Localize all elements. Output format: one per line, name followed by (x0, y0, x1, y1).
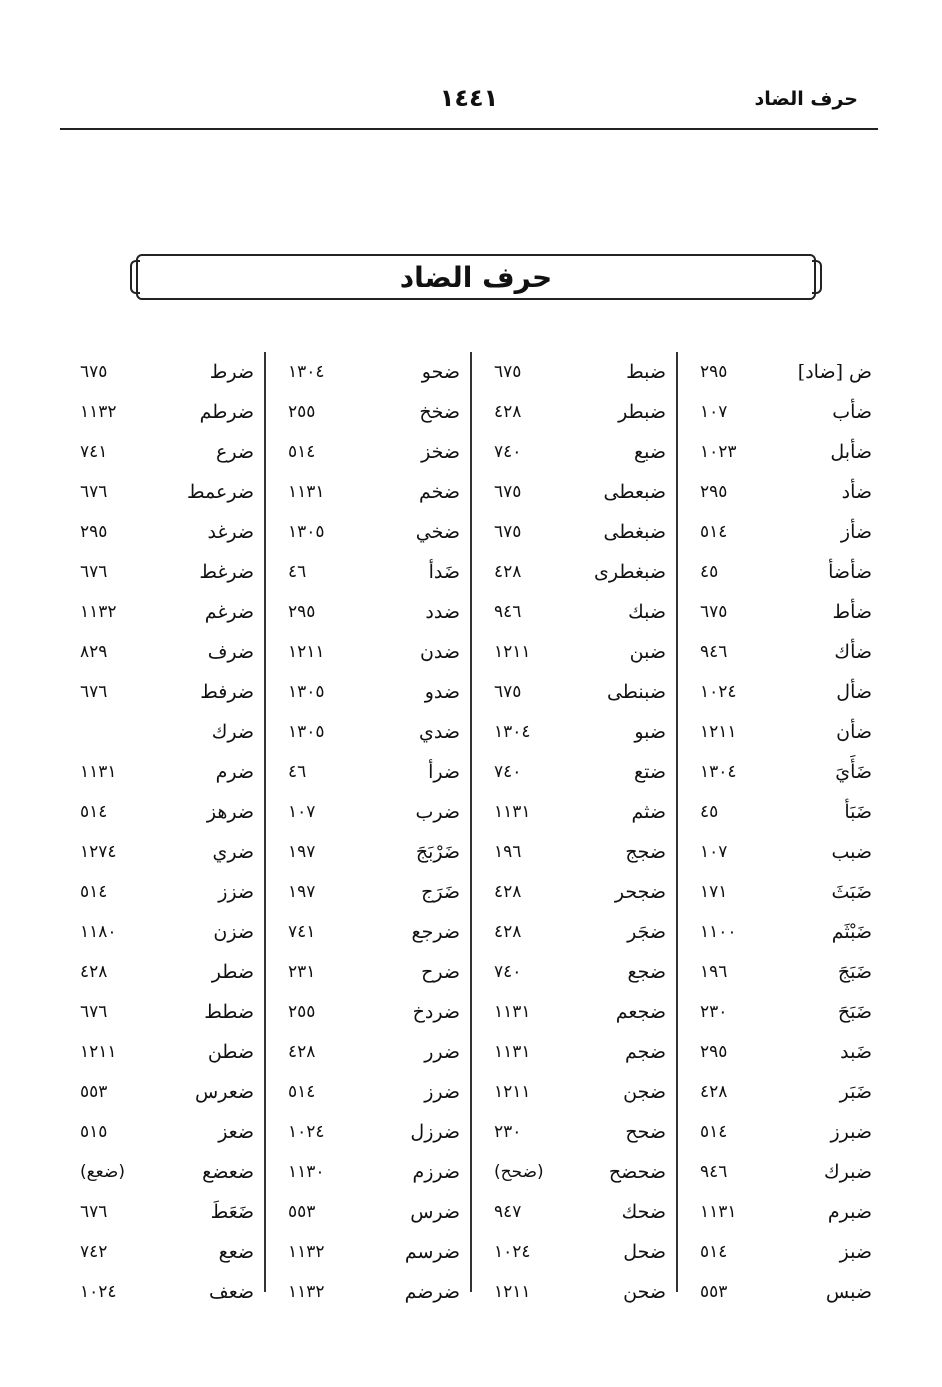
entry-page-number: ١٢٧٤ (80, 842, 117, 862)
entry-word: ضخخ (419, 401, 460, 423)
entry-page-number: ٧٤٠ (494, 962, 522, 982)
entry-word: ضرط (209, 361, 254, 383)
entry-word: ضرس (410, 1201, 460, 1223)
entry-word: ضطر (211, 961, 254, 983)
entry-page-number: ٧٤١ (80, 442, 108, 462)
entry-word: ضري (212, 841, 254, 863)
entry-page-number: ٩٤٦ (700, 642, 728, 662)
index-entry (58, 1272, 264, 1312)
entry-word: ضأط (832, 601, 872, 623)
entry-page-number: ٥٥٣ (288, 1202, 316, 1222)
index-entry (678, 1112, 882, 1152)
entry-page-number: ١١٣١ (494, 802, 531, 822)
index-entry (266, 1152, 470, 1192)
entry-word: ضجن (623, 1081, 666, 1103)
running-section-title: حرف الضاد (754, 88, 858, 110)
index-entry (58, 832, 264, 872)
entry-page-number: ١٢١١ (494, 1282, 531, 1302)
index-entry (58, 872, 264, 912)
entry-word: ضأك (834, 641, 872, 663)
index-entry (678, 1232, 882, 1272)
entry-page-number: ١٣٠٤ (288, 362, 325, 382)
entry-page-number: ١١٣١ (494, 1002, 531, 1022)
entry-word: ضَبَر (839, 1081, 872, 1103)
entry-word: ضخي (415, 521, 460, 543)
index-entry (58, 1032, 264, 1072)
entry-word: ضبرز (830, 1121, 872, 1143)
index-entry (678, 672, 882, 712)
entry-word: ضرسم (404, 1241, 460, 1263)
entry-page-number: (ضحح) (494, 1162, 544, 1182)
entry-page-number: ٤٦ (288, 762, 307, 782)
entry-word: ضخز (421, 441, 460, 463)
entry-page-number: ٦٧٦ (80, 1002, 108, 1022)
entry-word: ضَأَيَ (835, 761, 872, 783)
entry-word: ضرزل (410, 1121, 460, 1143)
entry-page-number: ١١٨٠ (80, 922, 117, 942)
entry-word: ضدي (419, 721, 460, 743)
index-entry (58, 672, 264, 712)
index-entry (58, 1232, 264, 1272)
entry-word: ضَرَج (421, 881, 460, 903)
entry-word: ضَرْبَجَ (415, 841, 460, 863)
entry-word: ضدد (425, 601, 460, 623)
entry-word: ضرر (424, 1041, 460, 1063)
entry-word: ضزن (213, 921, 254, 943)
index-entry (58, 712, 264, 752)
index-columns (58, 352, 882, 1303)
index-entry (472, 352, 676, 392)
index-entry (678, 912, 882, 952)
entry-word: ضدو (424, 681, 460, 703)
entry-page-number: ٧٤٠ (494, 762, 522, 782)
index-entry (472, 392, 676, 432)
entry-word: ضرز (424, 1081, 460, 1103)
entry-word: ضرب (415, 801, 460, 823)
index-entry (678, 952, 882, 992)
index-entry (678, 632, 882, 672)
entry-word: ضجعم (615, 1001, 666, 1023)
entry-word: ضرزم (412, 1161, 460, 1183)
index-entry (266, 872, 470, 912)
index-entry (266, 1272, 470, 1312)
entry-page-number: ١١٠٠ (700, 922, 737, 942)
entry-word: ضأضأ (828, 561, 872, 583)
entry-page-number: ٥١٥ (80, 1122, 108, 1142)
index-column-2 (470, 352, 676, 1303)
entry-page-number: ١١٣٢ (80, 402, 117, 422)
entry-word: ضرغط (199, 561, 254, 583)
index-entry (266, 792, 470, 832)
entry-page-number: ١٢١١ (288, 642, 325, 662)
entry-page-number: ١٠٢٤ (700, 682, 737, 702)
index-entry (58, 1152, 264, 1192)
entry-page-number: ٤٢٨ (288, 1042, 316, 1062)
entry-word: ضَدأ (428, 561, 460, 583)
index-entry (472, 872, 676, 912)
index-column-1 (676, 352, 882, 1303)
entry-page-number: ١٢١١ (80, 1042, 117, 1062)
index-entry (678, 432, 882, 472)
entry-word: ضجحر (614, 881, 666, 903)
index-entry (472, 832, 676, 872)
entry-page-number: ١٩٦ (700, 962, 728, 982)
index-entry (266, 992, 470, 1032)
index-entry (472, 1272, 676, 1312)
entry-page-number: ١١٣٢ (80, 602, 117, 622)
entry-word: ضَبْثَم (831, 921, 872, 943)
index-entry (266, 1232, 470, 1272)
entry-word: ضحو (421, 361, 460, 383)
index-entry (472, 552, 676, 592)
entry-page-number: ٢٩٥ (700, 362, 728, 382)
entry-word: ضحن (623, 1281, 666, 1303)
entry-page-number: ٥١٤ (700, 522, 728, 542)
entry-word: ضرجع (411, 921, 460, 943)
entry-page-number: ٢٥٥ (288, 402, 316, 422)
index-entry (266, 672, 470, 712)
index-entry (472, 1192, 676, 1232)
entry-page-number: ١٢١١ (494, 642, 531, 662)
page-number: ١٤٤١ (439, 84, 499, 112)
entry-word: ضعز (218, 1121, 254, 1143)
entry-page-number: ١٣٠٥ (288, 682, 325, 702)
entry-page-number: ١١٣٢ (288, 1282, 325, 1302)
index-entry (58, 1072, 264, 1112)
entry-page-number: ١٣٠٤ (494, 722, 531, 742)
index-entry (678, 752, 882, 792)
entry-page-number: ١١٣١ (288, 482, 325, 502)
entry-page-number: ٦٧٥ (494, 522, 522, 542)
index-column-3 (264, 352, 470, 1303)
index-entry (58, 432, 264, 472)
index-entry (266, 952, 470, 992)
entry-word: ضرعمط (187, 481, 254, 503)
entry-page-number: ١٣٠٥ (288, 522, 325, 542)
entry-word: ضرغم (204, 601, 254, 623)
entry-word: ضعرس (195, 1081, 254, 1103)
entry-word: ضبعطى (603, 481, 666, 503)
entry-page-number: ٥١٤ (80, 802, 108, 822)
entry-page-number: ٦٧٥ (80, 362, 108, 382)
entry-page-number: ٤٥ (700, 802, 719, 822)
index-entry (472, 992, 676, 1032)
entry-word: ضجج (625, 841, 666, 863)
entry-word: ضَبد (840, 1041, 872, 1063)
entry-word: ضأد (841, 481, 872, 503)
index-entry (266, 1192, 470, 1232)
index-entry (678, 1192, 882, 1232)
entry-word: ضزز (218, 881, 254, 903)
entry-page-number: ١٠٧ (288, 802, 316, 822)
entry-word: ضدن (419, 641, 460, 663)
entry-word: ضرك (211, 721, 254, 743)
entry-word: ضرم (215, 761, 254, 783)
entry-page-number: ١٠٧ (700, 402, 728, 422)
entry-word: ضعف (209, 1281, 254, 1303)
index-entry (58, 1112, 264, 1152)
index-entry (58, 512, 264, 552)
entry-page-number: ٥١٤ (80, 882, 108, 902)
entry-page-number: ٤٢٨ (700, 1082, 728, 1102)
entry-word: ضحل (623, 1241, 666, 1263)
index-entry (58, 952, 264, 992)
entry-word: ضبك (628, 601, 666, 623)
index-entry (58, 592, 264, 632)
entry-page-number: ٦٧٦ (80, 682, 108, 702)
entry-page-number: ٧٤١ (288, 922, 316, 942)
entry-page-number: ١٧١ (700, 882, 728, 902)
entry-page-number: ١٠٢٤ (494, 1242, 531, 1262)
entry-word: ضبس (825, 1281, 872, 1303)
index-entry (266, 712, 470, 752)
entry-word: ضرغد (207, 521, 254, 543)
index-entry (472, 1112, 676, 1152)
entry-page-number: ٥١٤ (700, 1122, 728, 1142)
index-entry (472, 472, 676, 512)
entry-word: ضحح (625, 1121, 666, 1143)
entry-word: ضرضم (404, 1281, 460, 1303)
index-entry (678, 832, 882, 872)
entry-page-number: ٤٢٨ (494, 882, 522, 902)
index-entry (472, 632, 676, 672)
entry-page-number: ٧٤٢ (80, 1242, 108, 1262)
index-entry (58, 992, 264, 1032)
index-entry (472, 592, 676, 632)
index-entry (266, 1072, 470, 1112)
index-entry (678, 472, 882, 512)
index-entry (472, 952, 676, 992)
entry-word: ضبرك (823, 1161, 872, 1183)
entry-word: ضبو (634, 721, 666, 743)
index-entry (678, 872, 882, 912)
entry-page-number: ٧٤٠ (494, 442, 522, 462)
index-entry (266, 1112, 470, 1152)
entry-page-number: ١١٣٠ (288, 1162, 325, 1182)
index-entry (678, 712, 882, 752)
index-entry (678, 352, 882, 392)
index-entry (266, 472, 470, 512)
index-entry (58, 632, 264, 672)
entry-page-number: ٥٥٣ (700, 1282, 728, 1302)
entry-word: ضأل (836, 681, 872, 703)
entry-word: ضَبَثَ (831, 881, 872, 903)
index-entry (472, 712, 676, 752)
entry-page-number: ٥١٤ (288, 1082, 316, 1102)
entry-word: ضجع (627, 961, 666, 983)
entry-word: ضَبَجَ (837, 961, 872, 983)
entry-page-number: ٤٢٨ (494, 562, 522, 582)
index-entry (58, 552, 264, 592)
entry-word: ضبرم (827, 1201, 872, 1223)
index-entry (472, 1072, 676, 1112)
entry-word: ضأن (836, 721, 872, 743)
entry-word: ضبز (839, 1241, 872, 1263)
index-entry (266, 1032, 470, 1072)
entry-page-number: ١٩٧ (288, 842, 316, 862)
index-entry (58, 352, 264, 392)
entry-word: ضعع (218, 1241, 254, 1263)
index-entry (678, 992, 882, 1032)
entry-word: ضجَر (627, 921, 666, 943)
entry-page-number: ٦٧٥ (494, 682, 522, 702)
index-entry (266, 352, 470, 392)
index-entry (266, 752, 470, 792)
entry-page-number: ١١٣١ (80, 762, 117, 782)
index-entry (266, 552, 470, 592)
index-entry (266, 912, 470, 952)
entry-word: ضأز (840, 521, 872, 543)
entry-page-number: ٦٧٥ (494, 362, 522, 382)
entry-word: ضَعَطَ (210, 1201, 254, 1223)
entry-page-number: ١٢١١ (494, 1082, 531, 1102)
index-entry (678, 792, 882, 832)
entry-word: ضحك (621, 1201, 666, 1223)
index-entry (678, 1272, 882, 1312)
index-entry (678, 552, 882, 592)
index-entry (266, 832, 470, 872)
entry-word: ضبع (634, 441, 666, 463)
entry-page-number: ٥٥٣ (80, 1082, 108, 1102)
entry-page-number: ١٩٧ (288, 882, 316, 902)
entry-word: ضرع (216, 441, 254, 463)
entry-word: ضردخ (412, 1001, 460, 1023)
entry-word: ضحضح (608, 1161, 666, 1183)
entry-word: ضَبَحَ (837, 1001, 872, 1023)
entry-word: ضبغطرى (594, 561, 666, 583)
entry-page-number: ١٣٠٥ (288, 722, 325, 742)
entry-page-number: ١٣٠٤ (700, 762, 737, 782)
index-entry (678, 512, 882, 552)
entry-word: ضرف (207, 641, 254, 663)
index-entry (472, 512, 676, 552)
index-entry (678, 1152, 882, 1192)
entry-page-number: ١٢١١ (700, 722, 737, 742)
section-banner-title: حرف الضاد (399, 260, 553, 294)
entry-page-number: ١٠٢٤ (288, 1122, 325, 1142)
entry-page-number: ٢٣٠ (700, 1002, 728, 1022)
entry-page-number: ٢٥٥ (288, 1002, 316, 1022)
entry-page-number: ٢٣٠ (494, 1122, 522, 1142)
entry-page-number: ٢٩٥ (80, 522, 108, 542)
index-entry (266, 512, 470, 552)
entry-page-number: ١٠٢٣ (700, 442, 737, 462)
entry-page-number: ٢٣١ (288, 962, 316, 982)
index-entry (58, 752, 264, 792)
entry-word: ضأب (832, 401, 872, 423)
entry-page-number: ١١٣٢ (288, 1242, 325, 1262)
entry-page-number: ٦٧٦ (80, 482, 108, 502)
entry-page-number: ٦٧٦ (80, 1202, 108, 1222)
entry-page-number: ٩٤٧ (494, 1202, 522, 1222)
index-entry (58, 1192, 264, 1232)
index-entry (472, 912, 676, 952)
index-entry (266, 392, 470, 432)
index-entry (472, 752, 676, 792)
entry-page-number: (ضعع) (80, 1162, 125, 1182)
entry-word: ضخم (418, 481, 460, 503)
index-entry (58, 392, 264, 432)
index-entry (58, 472, 264, 512)
index-entry (472, 672, 676, 712)
entry-page-number: ٢٩٥ (288, 602, 316, 622)
entry-word: ضبنطى (606, 681, 666, 703)
entry-word: ضأبل (830, 441, 872, 463)
entry-word: ضعضع (202, 1161, 254, 1183)
entry-word: ضثم (631, 801, 666, 823)
entry-page-number: ٢٩٥ (700, 482, 728, 502)
index-entry (678, 1072, 882, 1112)
entry-page-number: ٢٩٥ (700, 1042, 728, 1062)
entry-word: ضطن (207, 1041, 254, 1063)
section-banner (136, 254, 816, 300)
entry-page-number: ١١٣١ (700, 1202, 737, 1222)
entry-page-number: ٦٧٥ (700, 602, 728, 622)
entry-page-number: ٨٢٩ (80, 642, 108, 662)
index-entry (472, 1232, 676, 1272)
index-entry (472, 792, 676, 832)
index-entry (266, 592, 470, 632)
entry-page-number: ١١٣١ (494, 1042, 531, 1062)
index-entry (58, 912, 264, 952)
entry-page-number: ٤٦ (288, 562, 307, 582)
entry-page-number: ٤٢٨ (494, 922, 522, 942)
entry-word: ضبط (626, 361, 666, 383)
index-entry (266, 432, 470, 472)
entry-page-number: ٤٢٨ (80, 962, 108, 982)
entry-word: ضرطم (199, 401, 254, 423)
entry-page-number: ٥١٤ (700, 1242, 728, 1262)
index-entry (678, 392, 882, 432)
entry-word: ضتع (634, 761, 666, 783)
entry-page-number: ١٠٢٤ (80, 1282, 117, 1302)
index-entry (472, 1032, 676, 1072)
index-entry (472, 1152, 676, 1192)
entry-page-number: ٤٥ (700, 562, 719, 582)
index-entry (678, 1032, 882, 1072)
index-column-4 (58, 352, 264, 1303)
entry-page-number: ٤٢٨ (494, 402, 522, 422)
entry-page-number: ١٩٦ (494, 842, 522, 862)
entry-word: ضبغطى (603, 521, 666, 543)
entry-word: ضجم (624, 1041, 666, 1063)
entry-page-number: ٩٤٦ (494, 602, 522, 622)
entry-word: ضبطر (618, 401, 666, 423)
entry-page-number: ٦٧٥ (494, 482, 522, 502)
entry-word: ضطط (204, 1001, 254, 1023)
entry-word: ضرح (421, 961, 460, 983)
entry-word: ضرفط (200, 681, 254, 703)
entry-word: ض [ضاد] (797, 361, 872, 383)
index-entry (266, 632, 470, 672)
entry-word: ضرأ (428, 761, 460, 783)
index-entry (472, 432, 676, 472)
entry-word: ضَبَأ (844, 801, 872, 823)
entry-word: ضبن (629, 641, 666, 663)
entry-page-number: ٦٧٦ (80, 562, 108, 582)
index-entry (678, 592, 882, 632)
entry-page-number: ٥١٤ (288, 442, 316, 462)
entry-page-number: ١٠٧ (700, 842, 728, 862)
entry-word: ضرهز (206, 801, 254, 823)
entry-word: ضبب (831, 841, 872, 863)
page-header (60, 82, 878, 130)
index-entry (58, 792, 264, 832)
entry-page-number: ٩٤٦ (700, 1162, 728, 1182)
